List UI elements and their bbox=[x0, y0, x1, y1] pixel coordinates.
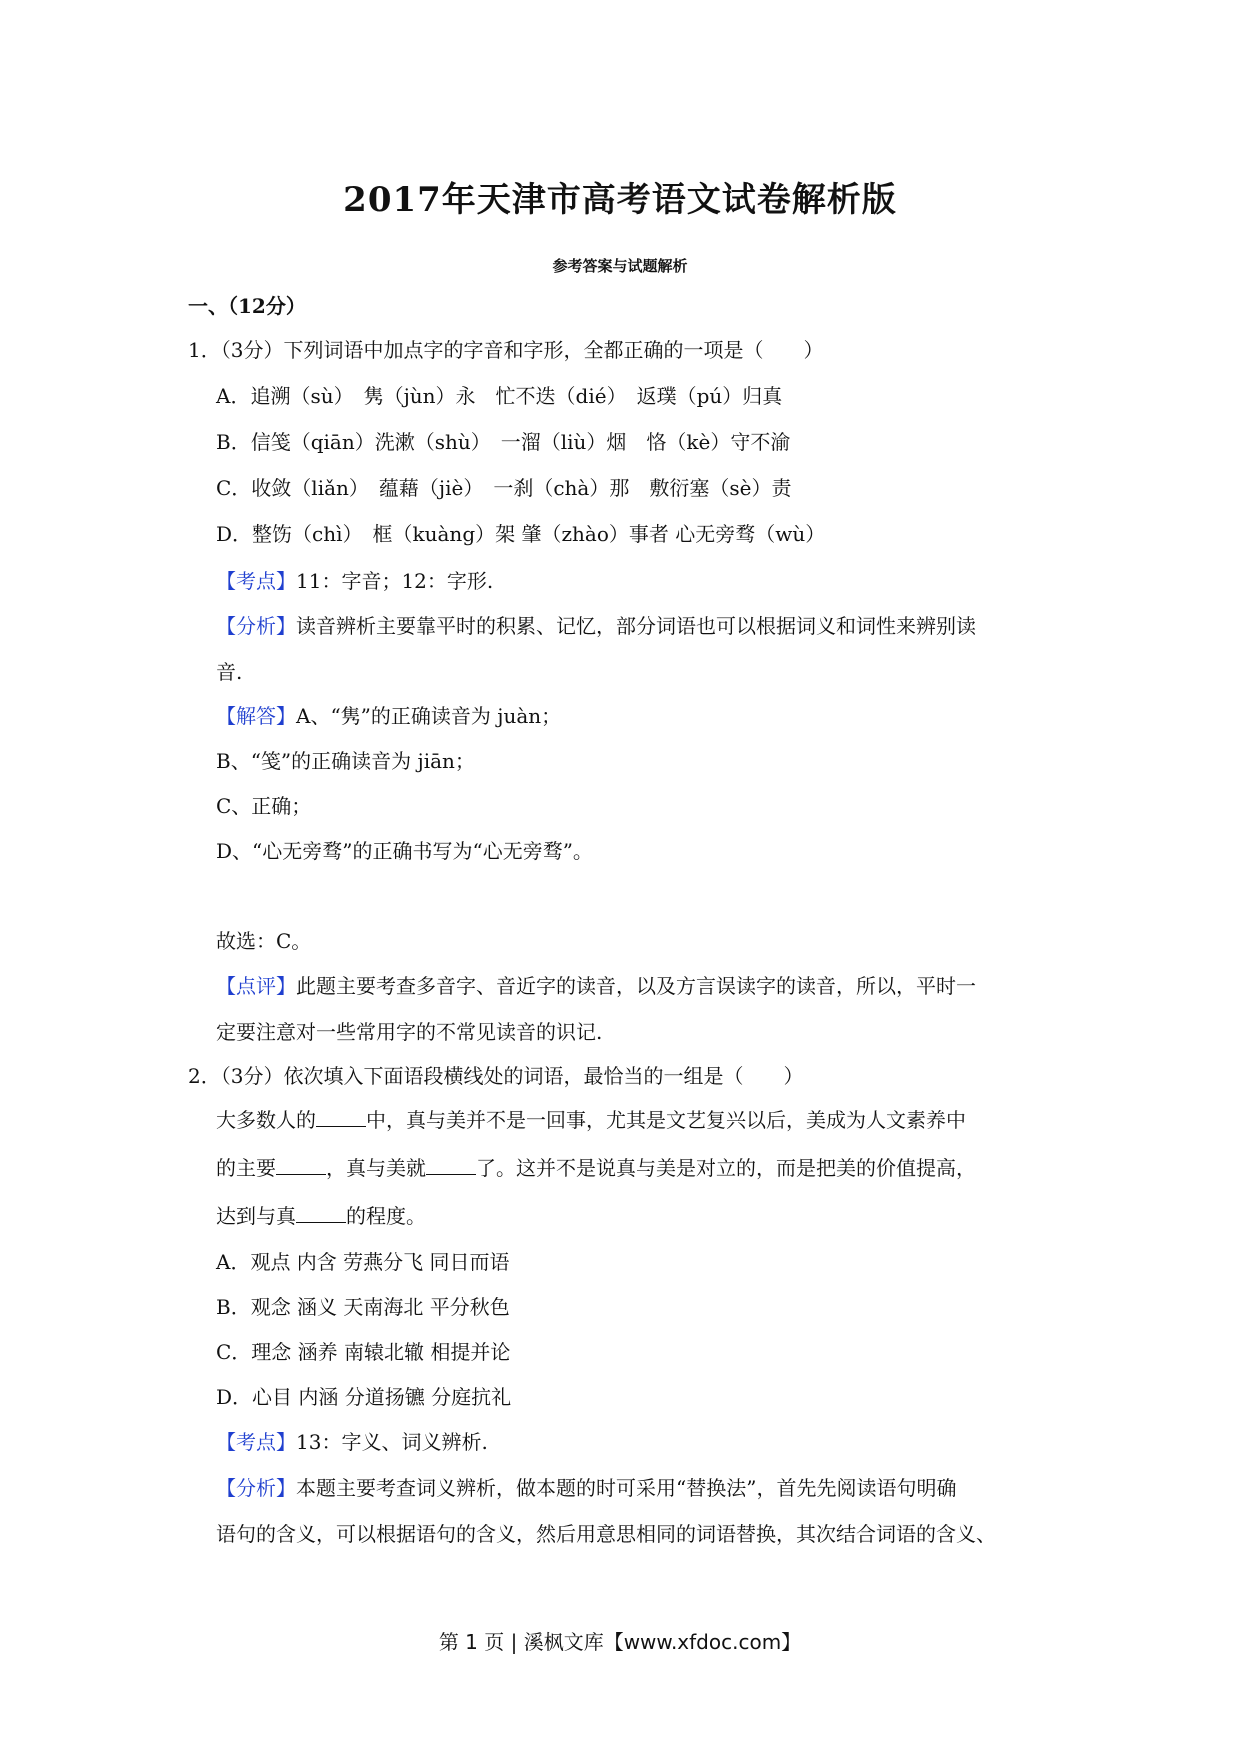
q2-passage-text: 中，真与美并不是一回事，尤其是文艺复兴以后，美成为人文素养中 bbox=[366, 1108, 966, 1132]
q1-fenxi bbox=[216, 610, 976, 639]
document-subtitle: 参考答案与试题解析 bbox=[552, 257, 688, 275]
q1-kaodian bbox=[216, 565, 493, 594]
q1-dianping-text: 此题主要考查多音字、音近字的读音，以及方言误读字的读音，所以，平时一 bbox=[296, 974, 976, 998]
q1-option-a: A．追溯（sù） 隽（jùn）永 忙不迭（dié） 返璞（pú）归真 bbox=[216, 384, 783, 408]
q2-passage-line-1 bbox=[216, 1104, 966, 1133]
q2-passage-text: 大多数人的 bbox=[216, 1108, 316, 1132]
q1-jieda-a: A、“隽”的正确读音为 juàn； bbox=[296, 704, 562, 728]
q2-option-a: A．观点 内含 劳燕分飞 同日而语 bbox=[216, 1250, 510, 1274]
q2-passage-text: 达到与真 bbox=[216, 1204, 296, 1228]
q1-option-d: D．整饬（chì） 框（kuàng）架 肇（zhào）事者 心无旁骛（wù） bbox=[216, 522, 826, 546]
q2-fenxi-cont: 语句的含义，可以根据语句的含义，然后用意思相同的词语替换，其次结合词语的含义、 bbox=[216, 1522, 996, 1546]
q1-jieda-d: D、“心无旁骛”的正确书写为“心无旁骛”。 bbox=[216, 839, 593, 863]
q1-kaodian-text: 11：字音；12：字形. bbox=[296, 569, 494, 593]
q1-jieda-b: B、“笺”的正确读音为 jiān； bbox=[216, 749, 475, 773]
q2-passage-text: ，真与美就 bbox=[326, 1156, 426, 1180]
q1-option-b: B．信笺（qiān）洗漱（shù） 一溜（liù）烟 恪（kè）守不渝 bbox=[216, 430, 791, 454]
q1-stem: 1．（3分）下列词语中加点字的字音和字形，全都正确的一项是（ ） bbox=[188, 338, 824, 362]
q2-kaodian-tag: 【考点】 bbox=[216, 1430, 296, 1454]
q2-passage-line-3 bbox=[216, 1200, 426, 1229]
page-footer: 第 1 页 | 溪枫文库【www.xfdoc.com】 bbox=[438, 1630, 802, 1654]
q2-option-b: B．观念 涵义 天南海北 平分秋色 bbox=[216, 1295, 510, 1319]
q1-option-c: C．收敛（liǎn） 蕴藉（jiè） 一刹（chà）那 敷衍塞（sè）责 bbox=[216, 476, 792, 500]
q1-fenxi-tag: 【分析】 bbox=[216, 614, 296, 638]
q2-fenxi-text: 本题主要考查词义辨析，做本题的时可采用“替换法”，首先先阅读语句明确 bbox=[296, 1476, 957, 1500]
fill-blank bbox=[426, 1156, 476, 1175]
fill-blank bbox=[296, 1204, 346, 1223]
q2-fenxi-tag: 【分析】 bbox=[216, 1476, 296, 1500]
q1-jieda bbox=[216, 700, 561, 729]
q2-passage-text: 了。这并不是说真与美是对立的，而是把美的价值提高， bbox=[476, 1156, 976, 1180]
q1-dianping-cont: 定要注意对一些常用字的不常见读音的识记. bbox=[216, 1020, 603, 1044]
q1-fenxi-cont: 音. bbox=[216, 660, 243, 684]
q2-passage-line-2 bbox=[216, 1152, 976, 1181]
q1-fenxi-text: 读音辨析主要靠平时的积累、记忆，部分词语也可以根据词义和词性来辨别读 bbox=[296, 614, 976, 638]
q2-kaodian bbox=[216, 1426, 488, 1455]
q1-kaodian-tag: 【考点】 bbox=[216, 569, 296, 593]
fill-blank bbox=[276, 1156, 326, 1175]
q1-answer: 故选：C。 bbox=[216, 929, 312, 953]
fill-blank bbox=[316, 1108, 366, 1127]
section-heading: 一、（12分） bbox=[188, 294, 306, 318]
q2-kaodian-text: 13：字义、词义辨析. bbox=[296, 1430, 488, 1454]
q2-fenxi bbox=[216, 1472, 956, 1501]
q2-option-d: D．心目 内涵 分道扬镳 分庭抗礼 bbox=[216, 1385, 512, 1409]
q1-jieda-c: C、正确； bbox=[216, 794, 312, 818]
q2-passage-text: 的主要 bbox=[216, 1156, 276, 1180]
q1-dianping bbox=[216, 970, 976, 999]
q1-dianping-tag: 【点评】 bbox=[216, 974, 296, 998]
q2-option-c: C．理念 涵养 南辕北辙 相提并论 bbox=[216, 1340, 511, 1364]
q1-jieda-tag: 【解答】 bbox=[216, 704, 296, 728]
q2-passage-text: 的程度。 bbox=[346, 1204, 426, 1228]
q2-stem: 2．（3分）依次填入下面语段横线处的词语，最恰当的一组是（ ） bbox=[188, 1064, 804, 1088]
document-title: 2017年天津市高考语文试卷解析版 bbox=[343, 180, 897, 220]
